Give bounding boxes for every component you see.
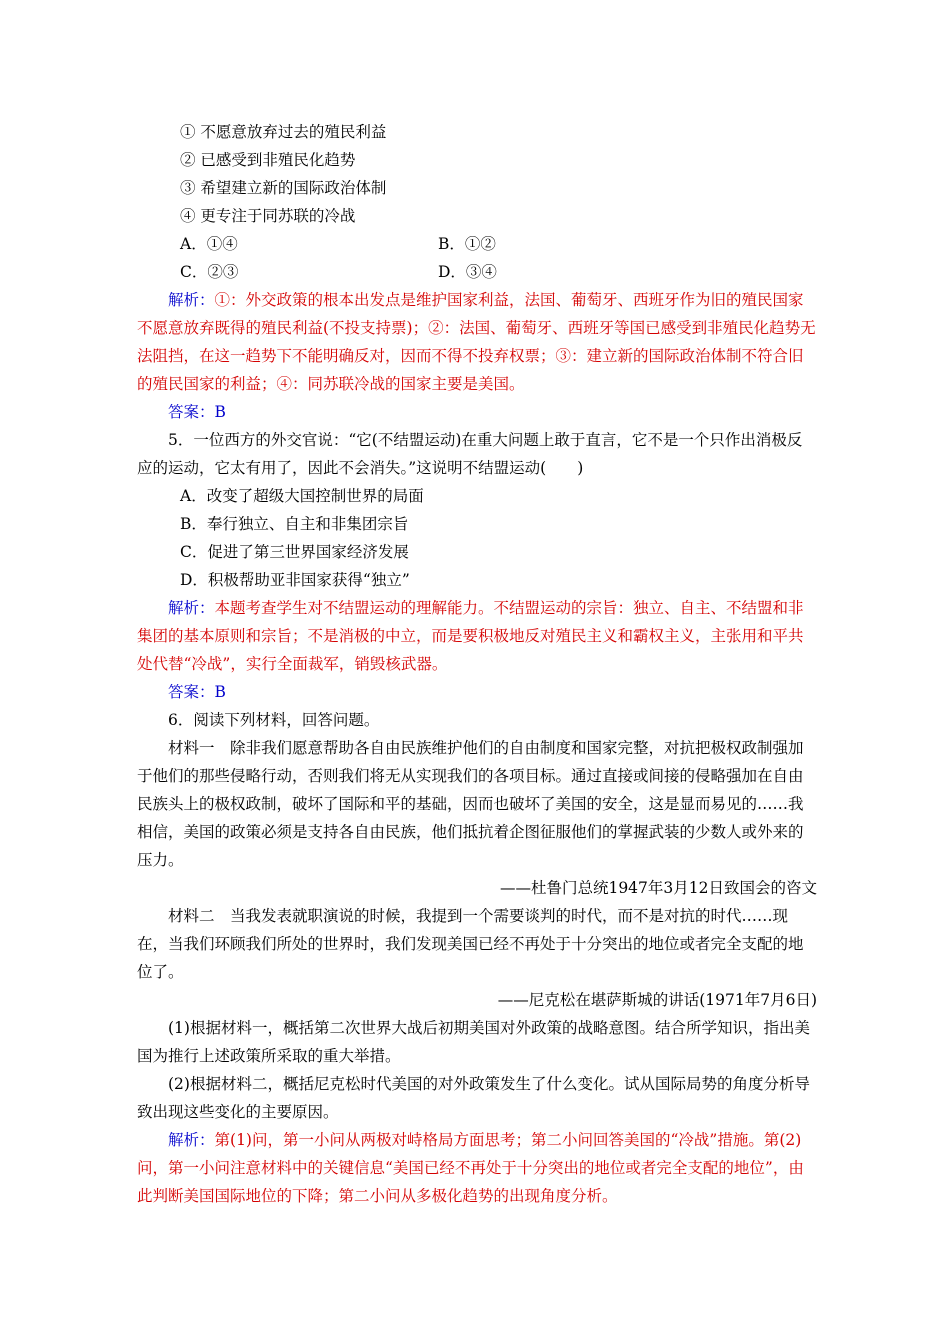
q6-material-1: 材料一 除非我们愿意帮助各自由民族维护他们的自由制度和国家完整，对抗把极权政制强加于他们的那些侵略行动，否则我们将无从实现我们的各项目标。通过直接或间接的侵略强加在自由民族头上的极权政制，破坏了国际和平的基础，因而也破坏了美国的安全，这是显而易见的……我相信，美国的政策必须是支持各自由民族，他们抵抗着企图征服他们的掌握武装的少数人或外来的压力。	[137, 739, 804, 869]
q4-options-row-1	[137, 230, 817, 258]
document-body	[137, 118, 817, 1210]
q4-item-1: ① 不愿意放弃过去的殖民利益	[180, 123, 387, 141]
q6-analysis-label: 解析：	[168, 1131, 215, 1149]
q4-option-d: D．③④	[438, 263, 497, 281]
q6-analysis-text: 第(1)问，第一小问从两极对峙格局方面思考；第二小问回答美国的“冷战”措施。第(2)问，第一小问注意材料中的关键信息“美国已经不再处于十分突出的地位或者完全支配的地位”，由此判断美国国际地位的下降；第二小问从多极化趋势的出现角度分析。	[137, 1131, 804, 1205]
q5-option-d: D．积极帮助亚非国家获得“独立”	[180, 571, 410, 589]
q5-option-c: C．促进了第三世界国家经济发展	[180, 543, 409, 561]
q4-item-4: ④ 更专注于同苏联的冷战	[180, 207, 356, 225]
q4-item-2: ② 已感受到非殖民化趋势	[180, 151, 356, 169]
q5-analysis-label: 解析：	[168, 599, 215, 617]
q6-material-2: 材料二 当我发表就职演说的时候，我提到一个需要谈判的时代，而不是对抗的时代……现在，当我们环顾我们所处的世界时，我们发现美国已经不再处于十分突出的地位或者完全支配的地位了。	[137, 907, 804, 981]
q4-item-3: ③ 希望建立新的国际政治体制	[180, 179, 387, 197]
q6-analysis	[137, 1126, 817, 1210]
q5-analysis	[137, 594, 817, 678]
q5-analysis-text: 本题考查学生对不结盟运动的理解能力。不结盟运动的宗旨：独立、自主、不结盟和非集团的基本原则和宗旨；不是消极的中立，而是要积极地反对殖民主义和霸权主义，主张用和平共处代替“冷战”，实行全面裁军，销毁核武器。	[137, 599, 804, 673]
q4-answer: 答案：B	[168, 403, 226, 421]
q6-subquestion-2: (2)根据材料二，概括尼克松时代美国的对外政策发生了什么变化。试从国际局势的角度分析导致出现这些变化的主要原因。	[137, 1075, 810, 1121]
q4-analysis-text: ①：外交政策的根本出发点是维护国家利益，法国、葡萄牙、西班牙作为旧的殖民国家不愿意放弃既得的殖民利益(不投支持票)；②：法国、葡萄牙、西班牙等国已感受到非殖民化趋势无法阻挡，在这一趋势下不能明确反对，因而不得不投弃权票；③：建立新的国际政治体制不符合旧的殖民国家的利益；④：同苏联冷战的国家主要是美国。	[137, 291, 816, 393]
q5-answer: 答案：B	[168, 683, 226, 701]
q6-source-1: ——杜鲁门总统1947年3月12日致国会的咨文	[499, 879, 817, 897]
q4-options-row-2	[137, 258, 817, 286]
q6-source-2: ——尼克松在堪萨斯城的讲话(1971年7月6日)	[497, 991, 817, 1009]
q4-analysis-label: 解析：	[168, 291, 215, 309]
q4-option-a: A．①④	[180, 235, 238, 253]
q6-stem: 6．阅读下列材料，回答问题。	[168, 711, 380, 729]
q4-option-c: C．②③	[180, 263, 239, 281]
q4-option-b: B．①②	[438, 235, 496, 253]
q5-stem: 5．一位西方的外交官说：“它(不结盟运动)在重大问题上敢于直言，它不是一个只作出消极反应的运动，它太有用了，因此不会消失。”这说明不结盟运动( )	[137, 431, 803, 477]
q5-option-b: B．奉行独立、自主和非集团宗旨	[180, 515, 409, 533]
q5-option-a: A．改变了超级大国控制世界的局面	[180, 487, 424, 505]
q4-analysis	[137, 286, 817, 398]
q6-subquestion-1: (1)根据材料一，概括第二次世界大战后初期美国对外政策的战略意图。结合所学知识，指出美国为推行上述政策所采取的重大举措。	[137, 1019, 810, 1065]
